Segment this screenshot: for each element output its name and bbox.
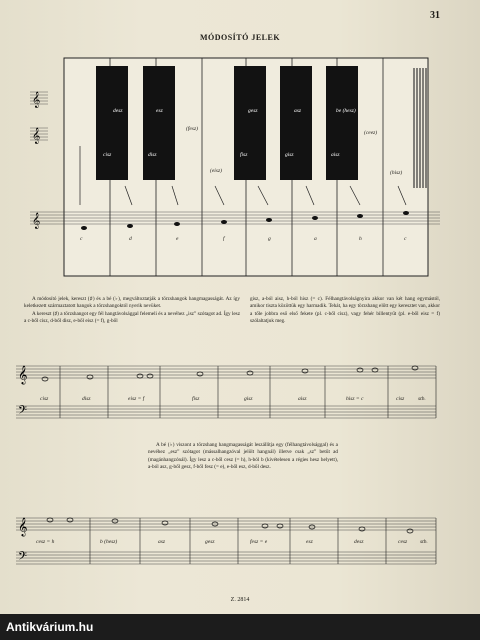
staff2-label-3: asz [158, 539, 166, 545]
svg-text:𝄞: 𝄞 [18, 365, 28, 384]
staff-system-sharps [0, 360, 480, 440]
staff1-label-3: eisz = f [128, 396, 145, 402]
black-key-lower-4: gisz [285, 152, 294, 158]
footer-code: Z. 2814 [230, 597, 250, 603]
black-key-lower-1: cisz [103, 152, 112, 158]
page-number: 31 [430, 10, 440, 21]
black-key-upper-5: be (hesz) [336, 108, 356, 114]
text-left-column [24, 296, 240, 326]
svg-text:𝄢: 𝄢 [18, 404, 28, 420]
black-key-upper-3: gesz [248, 108, 258, 114]
staff1-label-4: fisz [192, 396, 200, 402]
black-key-lower-2: disz [148, 152, 157, 158]
black-key-upper-1: desz [113, 108, 123, 114]
paragraph-2: A kereszt (♯) a törzshangot egy fél hangtávolsággal felemeli és a nevéhez „isz” szótagot ad. Így lesz a c-ből cisz, d-ből disz, e-ből eisz (= f), g-ből [24, 310, 240, 325]
text-mid-column [148, 442, 338, 472]
staff1-label-7: hisz = c [346, 396, 364, 402]
black-key-lower-5: aisz [331, 152, 340, 158]
key-label-f: f [223, 236, 225, 242]
key-label-a: a [314, 236, 317, 242]
staff1-label-9: stb. [418, 396, 426, 402]
side-label-hisz: (hisz) [390, 170, 403, 176]
svg-text:𝄞: 𝄞 [32, 213, 41, 229]
staff1-label-5: gisz [244, 396, 253, 402]
staff1-label-2: disz [82, 396, 91, 402]
key-label-h: h [359, 236, 362, 242]
side-label-ceez: (ceez) [364, 130, 378, 136]
text-right-column [250, 296, 440, 326]
svg-text:𝄞: 𝄞 [18, 517, 28, 536]
paragraph-3: gisz, a-ból aisz, h-ból hisz (= c). Félhangtávolságnyira akkor van két hang egymástól, amikor tiszta közöttük egy harmadik. Tehát, ha egy törzshang előtt egy keresztet van, akkor a tőle jobbra eső első fekete (pl. c-ből cisz), vagy fehér billentyűt (pl. e-ből eisz = f) szólaltatjuk meg. [250, 296, 440, 325]
key-label-c2: c [404, 236, 407, 242]
watermark-bar[interactable]: Antikvárium.hu [0, 614, 480, 640]
key-label-g: g [268, 236, 271, 242]
key-label-d: d [129, 236, 132, 242]
black-key-upper-4: asz [294, 108, 302, 114]
staff2-label-1: cesz = h [36, 539, 55, 545]
keyboard-diagram [0, 0, 480, 300]
staff2-label-5: fesz = e [250, 539, 268, 545]
staff-system-flats [0, 512, 480, 582]
staff2-label-8: cesz [398, 539, 408, 545]
staff2-label-9: stb. [420, 539, 428, 545]
staff2-label-6: esz [306, 539, 313, 545]
side-label-eisz: (eisz) [210, 168, 222, 174]
black-key-lower-3: fisz [240, 152, 248, 158]
svg-text:𝄞: 𝄞 [32, 128, 41, 144]
key-label-c: c [80, 236, 83, 242]
key-label-e: e [176, 236, 179, 242]
paragraph-4: A bé (♭) viszont a törzshang hangmagasságát leszállítja egy (félhangtávolsággal) és a nevéhez „esz” szótagot (mássalhangzóval jelölt hangnál) illetve csak „sz” betűt ad (magánhangzónál). Így lesz a c-ből cesz (= h), h-ból b (kivételesen a régies hesz helyett), a-ból asz, g-ből gesz, f-ből fesz (= e), e-ből esz, d-ből desz. [148, 442, 338, 471]
svg-text:𝄢: 𝄢 [18, 550, 28, 566]
staff1-label-8: cisz [396, 396, 405, 402]
staff1-label-6: aisz [298, 396, 307, 402]
black-key-upper-2: esz [156, 108, 163, 114]
staff2-label-4: gesz [205, 539, 215, 545]
paragraph-1: A módosító jelek, kereszt (♯) és a bé (♭), megváltoztatják a törzshangok hangmagasságát. Az így keletkezett származtatott hangok a törzshangoktól nyerik nevüket. [24, 296, 240, 310]
svg-text:𝄞: 𝄞 [32, 92, 41, 108]
side-label-fesz: (fesz) [186, 126, 198, 132]
staff2-label-7: desz [354, 539, 364, 545]
staff1-label-1: cisz [40, 396, 49, 402]
page-title: MÓDOSÍTÓ JELEK [199, 33, 281, 42]
staff2-label-2: b (hesz) [100, 539, 118, 545]
